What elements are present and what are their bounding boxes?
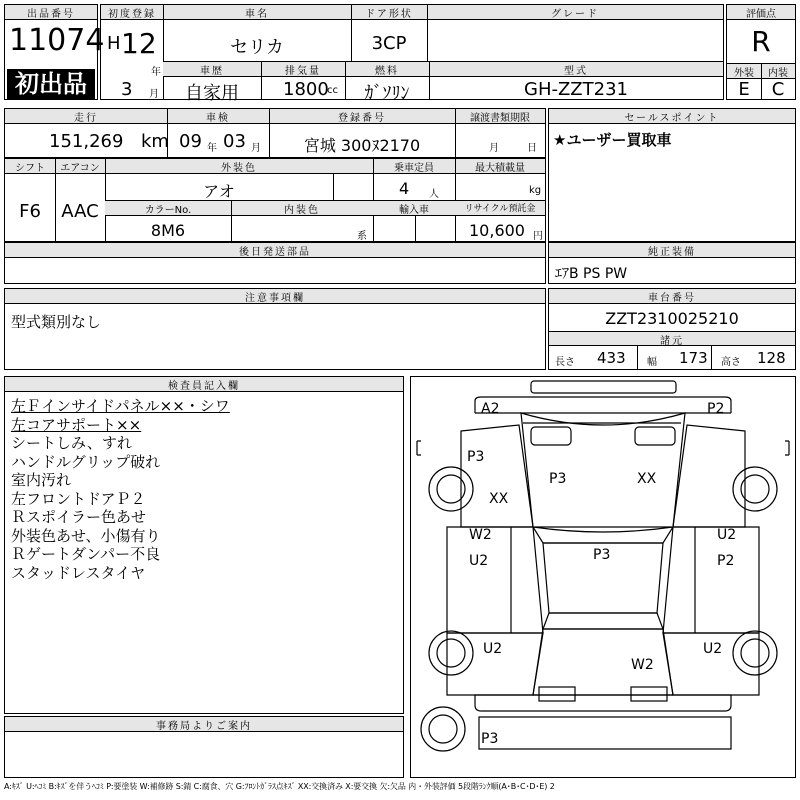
footer-legend: A:ｷｽﾞ U:ﾍｺﾐ B:ｷｽﾞを伴うﾍｺﾐ P:要塗装 W:補修跡 S:錆 C:腐食、穴 G:ﾌﾛﾝﾄｶﾞﾗｽ点ｷｽﾞ XX:交換済み X:要交換 欠:欠品 内・外装評価 5段階ﾗﾝｸ順(A･B･C･D･E) 2: [4, 782, 555, 791]
hood: [521, 413, 685, 532]
mileage-label: 走行: [5, 109, 167, 124]
history: 自家用: [185, 83, 239, 104]
caution-text: 型式類別なし: [11, 313, 102, 331]
later-parts-box: [4, 242, 546, 284]
model: GH-ZZT231: [524, 79, 628, 100]
wheel-front-right: [733, 467, 777, 511]
month-unit: 月: [149, 89, 159, 100]
car-diagram: [411, 377, 795, 777]
score-box: [726, 4, 796, 100]
width: 173: [679, 349, 708, 367]
inspector-box: [4, 376, 404, 714]
color-no-label: カラーNo.: [105, 201, 231, 216]
spec-row: [4, 158, 546, 242]
diagram-label-u2-right: U2: [717, 527, 737, 543]
right-door: [663, 527, 759, 633]
displacement: 1800: [283, 79, 329, 100]
recycle-fee: 10,600: [469, 221, 525, 240]
reg-year: 12: [121, 27, 157, 60]
inspector-line: Ｒゲートダンパー不良: [11, 545, 161, 563]
inspector-line: ハンドルグリップ破れ: [11, 452, 161, 471]
door-type: 3CP: [371, 33, 407, 54]
car-name: セリカ: [230, 37, 284, 58]
transfer-month-unit: 月: [489, 143, 499, 154]
lot-label: 出品番号: [5, 5, 97, 20]
score-label: 評価点: [727, 5, 795, 20]
interior-label: 内装: [761, 64, 795, 79]
capacity: 4: [399, 179, 410, 198]
headlight-left: [531, 427, 571, 445]
era: H: [107, 33, 121, 54]
ac: AAC: [61, 201, 99, 222]
diagram-label-a2: A2: [481, 401, 500, 417]
reg-month: 3: [121, 79, 133, 100]
height: 128: [757, 349, 786, 367]
tail-right: [631, 687, 667, 701]
color-no: 8M6: [150, 221, 186, 240]
diagram-label-u2-rear-right: U2: [703, 641, 723, 657]
recycle-unit: 円: [533, 231, 543, 242]
year-unit: 年: [151, 67, 161, 78]
fuel-label: 燃料: [345, 62, 429, 77]
diagram-label-w2-rear: W2: [631, 657, 654, 673]
diagram-label-p3-hood: P3: [549, 471, 567, 487]
inspector-label: 検査員記入欄: [5, 377, 403, 392]
diagram-label-p3-roof: P3: [593, 547, 611, 563]
transfer-day-unit: 日: [527, 143, 537, 154]
selling-point: ★ユーザー買取車: [553, 131, 672, 149]
right-front-fender: [673, 425, 745, 527]
inspection-year-unit: 年: [207, 143, 217, 154]
capacity-unit: 人: [429, 189, 439, 200]
left-door: [447, 527, 543, 633]
diagram-label-p2-top: P2: [707, 401, 725, 417]
inspector-line: 左コアサポート××: [11, 415, 142, 434]
chassis-number: ZZT2310025210: [605, 309, 739, 328]
lot-box: [4, 4, 105, 100]
inspection-label: 車検: [167, 109, 269, 124]
shift-label: シフト: [5, 159, 55, 174]
plate-label: 登録番号: [269, 109, 455, 124]
diagram-label-w2-left: W2: [469, 527, 492, 543]
inspection-month: 03: [223, 131, 246, 152]
rear-window: [543, 613, 663, 629]
wheel-rear-right: [733, 631, 777, 675]
exterior-label: 外装: [727, 64, 761, 79]
score: R: [751, 25, 771, 58]
office-label: 事務局よりご案内: [5, 717, 403, 732]
transfer-label: 譲渡書類期限: [455, 109, 545, 124]
history-label: 車歴: [163, 62, 261, 77]
name-label: 車名: [163, 5, 351, 20]
capacity-label: 乗車定員: [373, 159, 455, 174]
wheel-rear-left: [429, 631, 473, 675]
front-bumper: [475, 397, 731, 413]
width-label: 幅: [647, 357, 657, 368]
inspector-line: 外装色あせ、小傷有り: [11, 526, 161, 545]
later-parts-label: 後日発送部品: [5, 243, 545, 258]
lot-number: 11074: [9, 23, 105, 58]
caution-box: [4, 288, 546, 370]
recycle-label: リサイクル預託金: [455, 201, 545, 216]
equipment: ｴｱB PS PW: [555, 266, 628, 282]
inspector-line: 室内汚れ: [11, 471, 72, 489]
equipment-box: [548, 242, 796, 284]
load-unit: kg: [529, 185, 542, 196]
spare-wheel: [421, 707, 465, 751]
mileage-unit: km: [141, 131, 169, 152]
inspector-line: Ｒスポイラー色あせ: [11, 508, 147, 526]
first-listing-badge: 初出品: [7, 69, 95, 99]
interior-grade: C: [771, 79, 785, 100]
inspector-line: 左Ｆインサイドパネル××・シワ: [11, 397, 230, 415]
color-label: 外装色: [105, 159, 373, 174]
exterior-grade: E: [738, 79, 750, 100]
mileage: 151,269: [49, 131, 124, 152]
selling-label: セールスポイント: [549, 109, 795, 124]
headlight-right: [635, 427, 675, 445]
height-label: 高さ: [721, 357, 741, 368]
front-bumper-strip: [531, 381, 676, 393]
chassis-box: [548, 288, 796, 370]
plate-number: 宮城 300ﾇ2170: [303, 136, 421, 155]
wheel-front-left: [429, 467, 473, 511]
import-label: 輸入車: [373, 201, 455, 216]
door-label: ドア形状: [351, 5, 427, 20]
office-box: [4, 716, 404, 778]
shift: F6: [19, 201, 41, 222]
chassis-label: 車台番号: [549, 289, 795, 304]
fuel: ｶﾞｿﾘﾝ: [364, 83, 410, 104]
diagram-label-p3-left: P3: [467, 449, 485, 465]
car-info-box: [100, 4, 724, 104]
mileage-row: [4, 108, 546, 158]
diagram-label-p2-right: P2: [717, 553, 735, 569]
ac-label: エアコン: [55, 159, 105, 174]
displacement-label: 排気量: [261, 62, 345, 77]
inspection-year: 09: [179, 131, 202, 152]
load-label: 最大積載量: [455, 159, 545, 174]
left-front-fender: [461, 425, 533, 527]
diagram-label-p3-bottom: P3: [481, 731, 499, 747]
inspector-line: スタッドレスタイヤ: [11, 563, 146, 582]
interior-color-unit: 系: [357, 231, 367, 242]
selling-point-box: [548, 108, 796, 242]
reg-label: 初度登録: [101, 5, 163, 20]
length: 433: [597, 349, 626, 367]
dims-label: 諸元: [549, 332, 795, 346]
tail-left: [539, 687, 575, 701]
model-label: 型式: [429, 62, 723, 77]
car-diagram-box: [410, 376, 796, 778]
cc-unit: cc: [327, 85, 338, 96]
inspector-line: シートしみ、すれ: [11, 434, 132, 452]
diagram-label-u2-left: U2: [469, 553, 489, 569]
diagram-label-xx-hood: XX: [637, 471, 657, 487]
diagram-label-xx-left: XX: [489, 491, 509, 507]
interior-color-label: 内装色: [231, 201, 373, 216]
inspection-month-unit: 月: [251, 143, 261, 154]
caution-label: 注意事項欄: [5, 289, 545, 304]
length-label: 長さ: [555, 357, 575, 368]
diagram-label-u2-rear-left: U2: [483, 641, 503, 657]
equipment-label: 純正装備: [549, 243, 795, 258]
inspector-notes: [11, 397, 230, 582]
grade-label: グレード: [427, 5, 723, 20]
rear-panel: [479, 717, 731, 749]
inspector-line: 左フロントドアＰ２: [11, 489, 146, 508]
rear-bumper: [475, 695, 731, 711]
exterior-color: アオ: [203, 182, 235, 201]
